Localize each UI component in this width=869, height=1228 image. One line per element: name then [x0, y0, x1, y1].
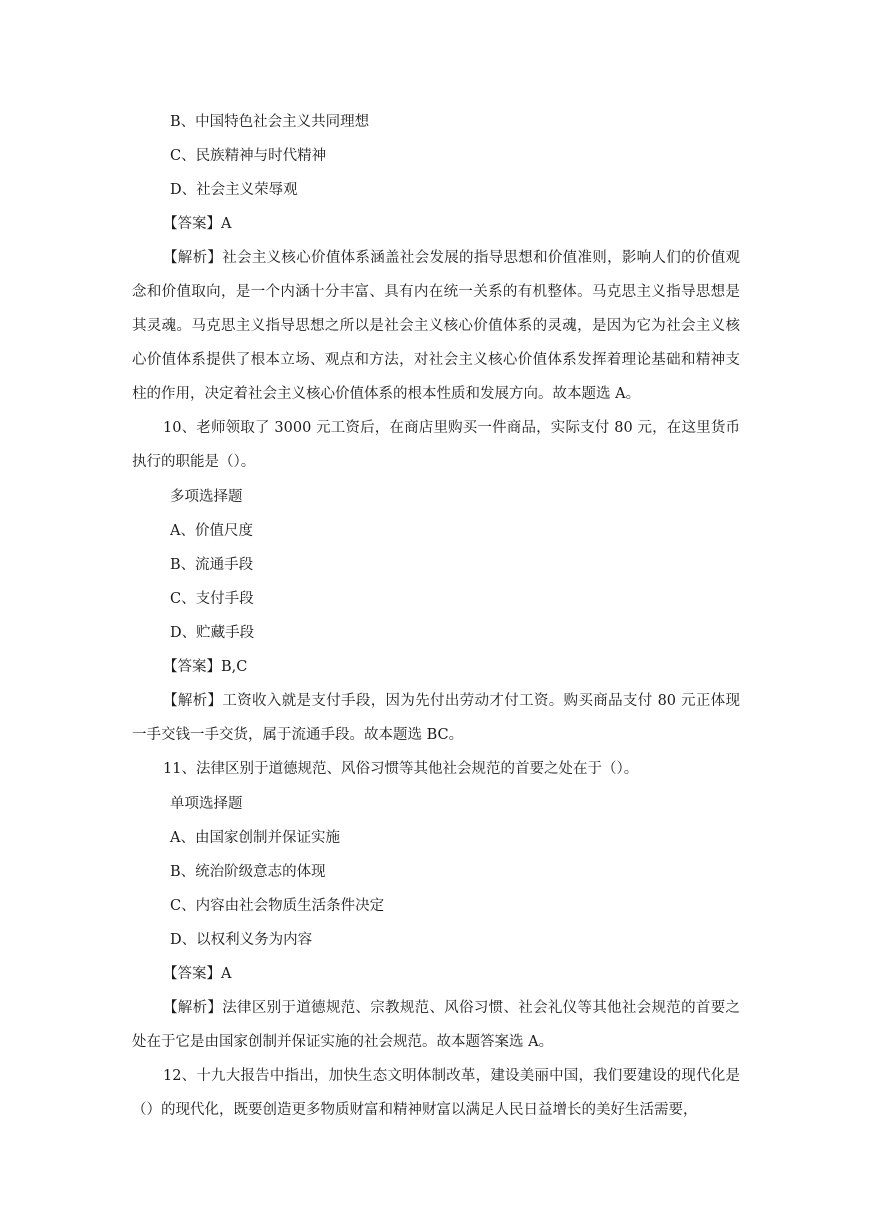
q9-answer: 【答案】A	[163, 216, 232, 232]
q11-option-d: D、以权利义务为内容	[170, 932, 313, 948]
q11-option-c: C、内容由社会物质生活条件决定	[170, 898, 385, 914]
q10-analysis: 【解析】工资收入就是支付手段，因为先付出劳动才付工资。购买商品支付 80 元正体现一手交钱一手交货，属于流通手段。故本题选 BC。	[132, 693, 740, 743]
q10-type: 多项选择题	[170, 489, 243, 505]
q11-answer: 【答案】A	[163, 966, 232, 982]
q10-option-d: D、贮藏手段	[170, 625, 255, 641]
q11-analysis: 【解析】法律区别于道德规范、宗教规范、风俗习惯、社会礼仪等其他社会规范的首要之处在于它是由国家创制并保证实施的社会规范。故本题答案选 A。	[132, 1000, 740, 1050]
q12-question: 12、十九大报告中指出，加快生态文明体制改革，建设美丽中国，我们要建设的现代化是（）的现代化，既要创造更多物质财富和精神财富以满足人民日益增长的美好生活需要，	[132, 1068, 740, 1118]
q10-question: 10、老师领取了 3000 元工资后，在商店里购买一件商品，实际支付 80 元，在这里货币执行的职能是（）。	[132, 420, 740, 470]
q11-type: 单项选择题	[170, 796, 243, 812]
q9-analysis: 【解析】社会主义核心价值体系涵盖社会发展的指导思想和价值准则，影响人们的价值观念和价值取向，是一个内涵十分丰富、具有内在统一关系的有机整体。马克思主义指导思想是其灵魂。马克思主义指导思想之所以是社会主义核心价值体系的灵魂，是因为它为社会主义核心价值体系提供了根本立场、观点和方法，对社会主义核心价值体系发挥着理论基础和精神支柱的作用，决定着社会主义核心价值体系的根本性质和发展方向。故本题选 A。	[132, 250, 740, 402]
q11-question: 11、法律区别于道德规范、风俗习惯等其他社会规范的首要之处在于（）。	[163, 761, 639, 777]
q10-answer: 【答案】B,C	[163, 659, 248, 675]
q9-option-b: B、中国特色社会主义共同理想	[170, 114, 370, 130]
q11-option-a: A、由国家创制并保证实施	[170, 830, 340, 846]
q11-option-b: B、统治阶级意志的体现	[170, 864, 326, 880]
q10-option-b: B、流通手段	[170, 557, 254, 573]
q10-option-a: A、价值尺度	[170, 523, 253, 539]
q10-option-c: C、支付手段	[170, 591, 254, 607]
q9-option-c: C、民族精神与时代精神	[170, 148, 327, 164]
q9-option-d: D、社会主义荣辱观	[170, 182, 298, 198]
